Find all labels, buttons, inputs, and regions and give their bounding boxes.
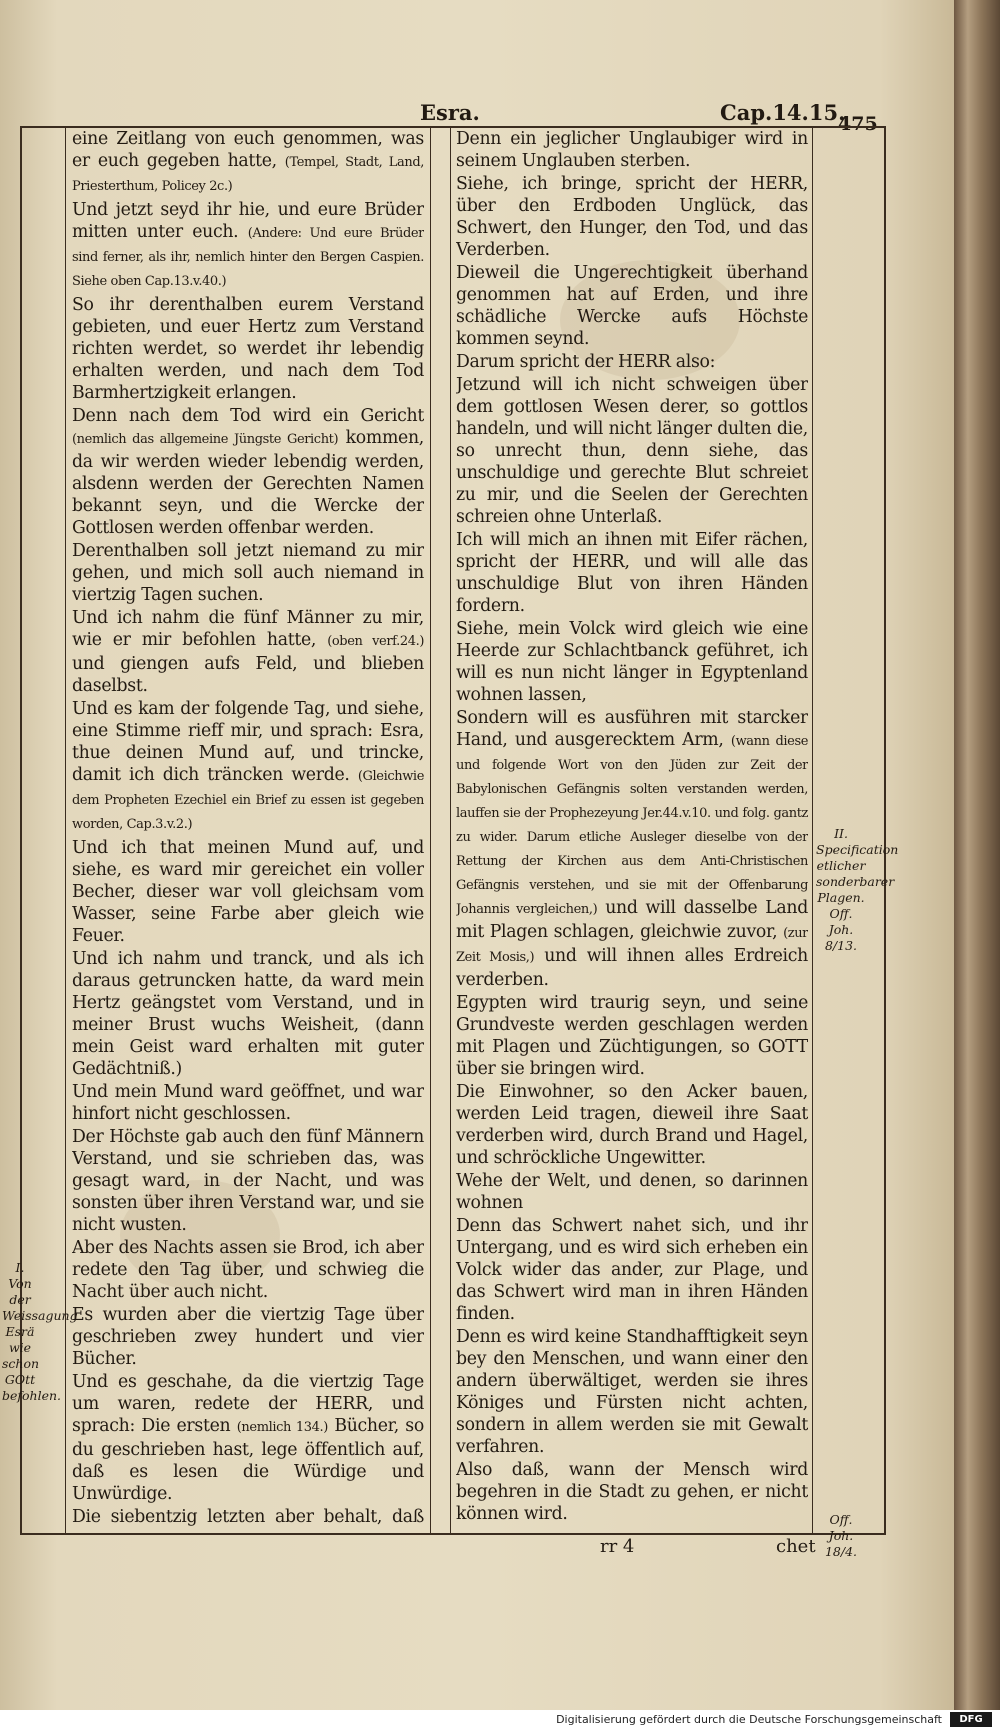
verse: Und ich nahm und tranck, und als ich daraus getruncken hatte, da ward mein Hertz geängstet vom Verstand, und in meiner Brust wuchs Weisheit, (dann mein Geist ward erhalten mit guter Gedächtniß.) [72,949,424,1079]
page-number: 475 [838,113,878,135]
margin-note-specification: II. Specification etlicher sonderbarer Plagen. Off. Joh. 8/13. [816,826,899,953]
verse: Die siebentzig letzten aber behalt, daß [72,1507,424,1527]
verse: Egypten wird traurig seyn, und seine Grundveste werden geschlagen werden mit Plagen und Züchtigungen, so GOTT über sie bringen wird. [456,993,808,1079]
verse: Siehe, mein Volck wird gleich wie eine Heerde zur Schlachtbanck geführet, ich will es nun nicht länger in Egyptenland wohnen lassen, [456,619,808,705]
verse: Die Einwohner, so den Acker bauen, werden Leid tragen, dieweil ihre Saat verderben wird, durch Brand und Hagel, und schröckliche Ungewitter. [456,1082,808,1168]
verse: Darum spricht der HERR also: [456,352,716,372]
verse: Und ich nahm die fünf Männer zu mir, wie er mir befohlen hatte, (oben verf.24.) und giengen aufs Feld, und blieben daselbst. [72,608,424,696]
verse: Denn es wird keine Standhafftigkeit seyn bey den Menschen, und wann einer den andern überwältiget, werden sie ihres Königes und Fürsten nicht achten, sondern in allem werden sie mit Gewalt verfahren. [456,1327,808,1457]
verse: Denn ein jeglicher Unglaubiger wird in seinem Unglauben sterben. [456,129,808,171]
right-margin-rule [812,126,813,1533]
catchword: chet [776,1536,816,1557]
verse: Der Höchste gab auch den fünf Männern Verstand, und sie schrieben das, was gesagt ward, in der Nacht, und was sonsten über ihren Verstand war, und sie nicht wusten. [72,1127,424,1235]
verse: Dieweil die Ungerechtigkeit überhand genommen hat auf Erden, und ihre schädliche Wercke aufs Höchste kommen seynd. [456,263,808,349]
verse: Wehe der Welt, und denen, so darinnen wohnen [456,1171,808,1213]
verse: Sondern will es ausführen mit starcker Hand, und ausgerecktem Arm, (wann diese und folgende Wort von den Jüden zur Zeit der Babylonischen Gefängnis solten verstanden werden, lauffen sie der Prophezeyung Jer.44.v.10. und folg. gantz zu wider. Darum etliche Ausleger dieselbe von der Rettung der Kirchen aus dem Anti-Christischen Gefängnis verstehen, und sie mit der Offenbarung Johannis vergleichen,) und will dasselbe Land mit Plagen schlagen, gleichwie zuvor, (zur Zeit Mosis,) und will ihnen alles Erdreich verderben. [456,708,808,990]
verse: Und es kam der folgende Tag, und siehe, eine Stimme rieff mir, und sprach: Esra, thue deinen Mund auf, und trincke, damit ich dich träncken werde. (Gleichwie dem Propheten Ezechiel ein Brief zu essen ist gegeben worden, Cap.3.v.2.) [72,699,424,832]
center-verse-rule [450,126,451,1533]
verse [456,1526,808,1528]
verse: So ihr derenthalben eurem Verstand gebieten, und euer Hertz zum Verstand richten werdet, so werdet ihr lebendig erhalten werden, und nach dem Tod Barmhertzigkeit erlangen. [72,295,424,403]
verse: Und es geschahe, da die viertzig Tage um waren, redete der HERR, und sprach: Die ersten (nemlich 134.) Bücher, so du geschrieben hast, lege öffentlich auf, daß es lesen die Würdige und Unwürdige. [72,1372,424,1504]
verse: eine Zeitlang von euch genommen, was er euch gegeben hatte, (Tempel, Stadt, Land, Priesterthum, Policey 2c.) [72,129,424,194]
credit-text: Digitalisierung gefördert durch die Deutsche Forschungsgemeinschaft [556,1713,942,1726]
left-column [72,128,424,1528]
verse: Aber des Nachts assen sie Brod, ich aber redete den Tag über, und schwieg die Nacht über auch nicht. [72,1238,424,1302]
verse: Derenthalben soll jetzt niemand zu mir gehen, und mich soll auch niemand in viertzig Tagen suchen. [72,541,424,605]
verse: Siehe, ich bringe, spricht der HERR, über den Erdboden Unglück, das Schwert, den Hunger, den Tod, und das Verderben. [456,174,808,260]
right-column [456,128,808,1528]
credit-bar [0,1710,1000,1730]
running-head-book: Esra. [420,100,480,125]
verse: Jetzund will ich nicht schweigen über dem gottlosen Wesen derer, so gottlos handeln, und will nicht länger dulten die, so unrecht thun, denn siehe, das unschuldige und gerechte Blut schreiet zu mir, und die Seelen der Gerechten schreien ohne Unterlaß. [456,375,808,527]
margin-note-left: I. Von der Weissagung Esrä wie schon GOtt befohlen. [2,1260,78,1403]
verse: Denn das Schwert nahet sich, und ihr Untergang, und es wird sich erheben ein Volck wider das ander, zur Plage, und das Schwert wird man in ihren Händen finden. [456,1216,808,1324]
verse: Denn nach dem Tod wird ein Gericht (nemlich das allgemeine Jüngste Gericht) kommen, da wir werden wieder lebendig werden, alsdenn werden der Gerechten Namen bekannt seyn, und die Wercke der Gottlosen werden offenbar werden. [72,406,424,538]
verse: Also daß, wann der Mensch wird begehren in die Stadt zu gehen, er nicht können wird. [456,1460,808,1524]
verse: Ich will mich an ihnen mit Eifer rächen, spricht der HERR, und will alle das unschuldige Blut von ihren Händen fordern. [456,530,808,616]
verse: Und ich that meinen Mund auf, und siehe, es ward mir gereichet ein voller Becher, dieser war voll gleichsam vom Wasser, seine Farbe aber gleich wie Feuer. [72,838,424,946]
signature-mark: rr 4 [600,1536,635,1557]
margin-note-reference: Off. Joh. 18/4. [824,1512,858,1559]
book-edge [954,0,1000,1730]
center-column-rule [430,126,431,1533]
verse: Und jetzt seyd ihr hie, und eure Brüder mitten unter euch. (Andere: Und eure Brüder sind ferner, als ihr, nemlich hinter den Bergen Caspien. Siehe oben Cap.13.v.40.) [72,200,424,289]
running-head-chapter: Cap.14.15. [720,100,846,125]
dfg-logo: DFG [950,1712,992,1727]
verse: Und mein Mund ward geöffnet, und war hinfort nicht geschlossen. [72,1082,424,1124]
verse: Es wurden aber die viertzig Tage über geschrieben zwey hundert und vier Bücher. [72,1305,424,1369]
